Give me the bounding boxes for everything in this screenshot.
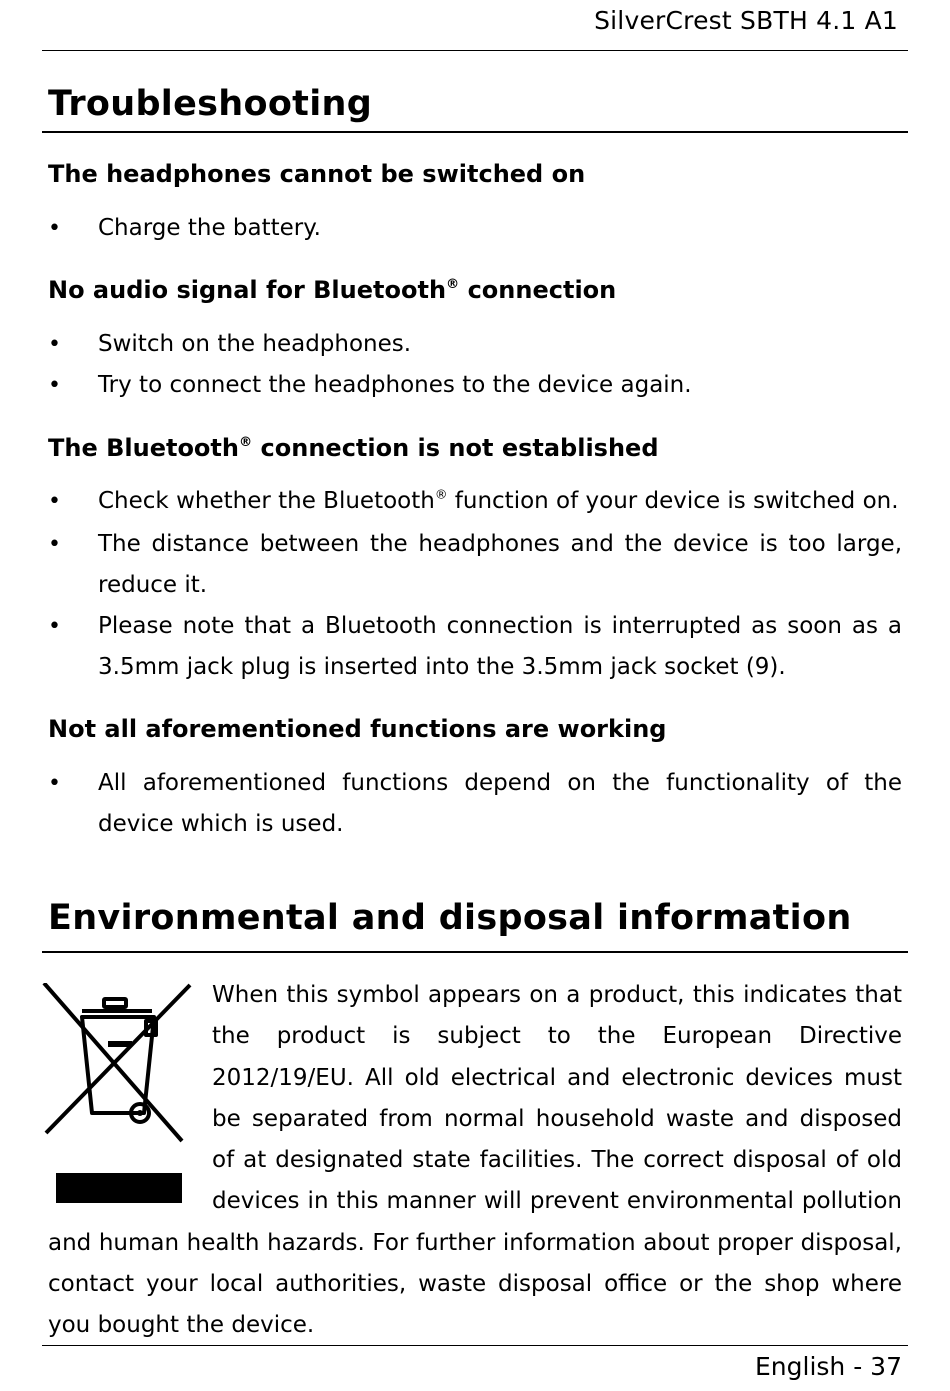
- header-divider: [42, 50, 908, 51]
- list-item-text: Switch on the headphones.: [98, 331, 412, 357]
- list-item-text: Please note that a Bluetooth connection is interrupted as soon as a 3.5mm jack plug is inserted into the 3.5mm jack socket (9).: [98, 613, 902, 680]
- list-item-text: Charge the battery.: [98, 215, 321, 241]
- troubleshooting-title: Troubleshooting: [48, 84, 373, 124]
- bullet-glyph: •: [48, 532, 61, 557]
- section-heading: The headphones cannot be switched on: [48, 160, 586, 188]
- bullet-glyph: •: [48, 216, 61, 241]
- bullet-glyph: •: [48, 771, 61, 796]
- section-heading: No audio signal for Bluetooth® connection: [48, 276, 617, 304]
- bullet-glyph: •: [48, 373, 61, 398]
- title-divider: [42, 951, 908, 953]
- disposal-text: When this symbol appears on a product, this indicates that the product is subject to the European Directive 2012/19/EU. All old electrical and electronic devices must be separated from normal household waste and disposed of at designated state facilities. The correct disposal of old devices in this manner will prevent environmental pollution and human health hazards. For further information about proper disposal, contact your local authorities, waste disposal office or the shop where you bought the device.: [48, 982, 902, 1339]
- header-model: SilverCrest SBTH 4.1 A1: [594, 6, 898, 35]
- section-heading: Not all aforementioned functions are working: [48, 715, 667, 743]
- title-divider: [42, 131, 908, 133]
- section-heading: The Bluetooth® connection is not established: [48, 434, 659, 462]
- list-item-text: Try to connect the headphones to the device again.: [98, 372, 692, 398]
- list-item-text: Check whether the Bluetooth® function of your device is switched on.: [98, 486, 899, 514]
- bullet-glyph: •: [48, 489, 61, 514]
- list-item-text: All aforementioned functions depend on the functionality of the device which is used.: [98, 770, 902, 837]
- disposal-info: [48, 975, 902, 1347]
- crossed-out-wheelie-bin-icon: [42, 983, 212, 1211]
- footer-divider: [42, 1345, 908, 1346]
- list-item-text: The distance between the headphones and the device is too large, reduce it.: [98, 531, 902, 598]
- environment-title: Environmental and disposal information: [48, 898, 852, 938]
- bullet-glyph: •: [48, 614, 61, 639]
- page-number: English - 37: [755, 1352, 902, 1381]
- bullet-glyph: •: [48, 332, 61, 357]
